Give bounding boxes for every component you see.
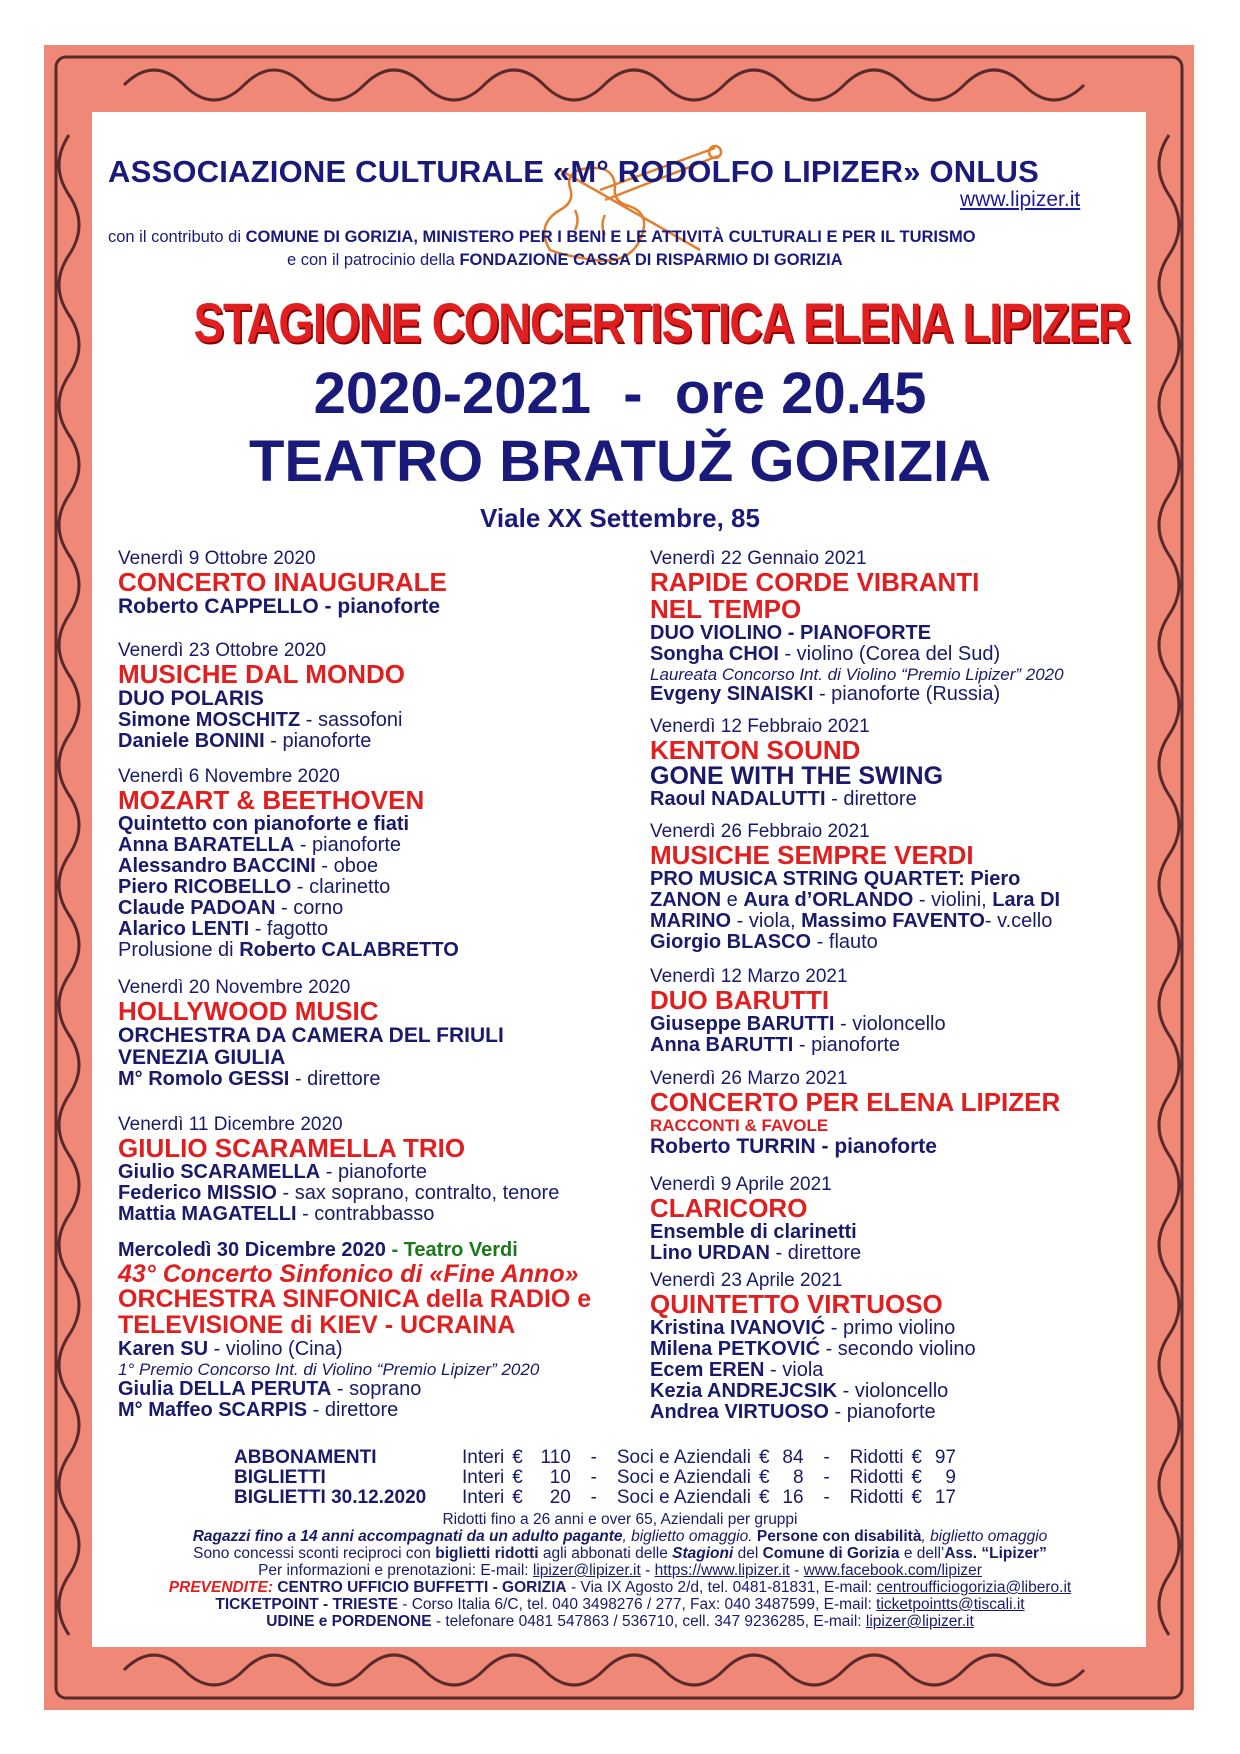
price-row: ABBONAMENTI Interi € 110 - Soci e Aziendali € 84 - Ridotti € 97 <box>230 1448 960 1468</box>
event-right-1 <box>650 548 1170 705</box>
event-performer: Daniele BONINI - pianoforte <box>118 730 372 752</box>
event-title: KENTON SOUND <box>650 735 861 765</box>
footer-info-line: Per informazioni e prenotazioni: E-mail: lipizer@lipizer.it - https://www.lipizer.it - www.facebook.com/lipizer <box>258 1562 982 1579</box>
event-title: GIULIO SCARAMELLA TRIO <box>118 1133 466 1163</box>
event-performer: Evgeny SINAISKI - pianoforte (Russia) <box>650 683 1001 705</box>
email-link[interactable]: centroufficiogorizia@libero.it <box>876 1579 1072 1596</box>
footer-presale-gorizia: PREVENDITE: CENTRO UFFICIO BUFFETTI - GORIZIA - Via IX Agosto 2/d, tel. 0481-81831, E-mail: centroufficiogorizia@libero.it <box>168 1579 1072 1596</box>
event-right-6 <box>650 1174 1170 1264</box>
event-date: Venerdì 6 Novembre 2020 <box>118 766 340 787</box>
footer-children-note: Ragazzi fino a 14 anni accompagnati da un adulto pagante, biglietto omaggio. Persone con disabilità, biglietto omaggio <box>192 1528 1048 1545</box>
email-link[interactable]: lipizer@lipizer.it <box>865 1613 974 1630</box>
event-left-6 <box>118 1240 638 1421</box>
event-performer: Mattia MAGATELLI - contrabbasso <box>118 1203 435 1225</box>
price-label: BIGLIETTI <box>234 1467 326 1488</box>
event-performer: Karen SU - violino (Cina) <box>118 1338 343 1360</box>
contribution-line: con il contributo di COMUNE DI GORIZIA, MINISTERO PER I BENI E LE ATTIVITÀ CULTURALI E PER IL TURISMO <box>108 228 976 246</box>
event-right-4 <box>650 966 1170 1056</box>
season-years-time: 2020-2021 - ore 20.45 <box>313 361 927 426</box>
event-performer: Giuseppe BARUTTI - violoncello <box>650 1013 946 1035</box>
event-right-2 <box>650 716 1170 810</box>
association-name: ASSOCIAZIONE CULTURALE «M° RODOLFO LIPIZER» ONLUS <box>108 154 1039 189</box>
event-award: Laureata Concorso Int. di Violino “Premio Lipizer” 2020 <box>650 665 1064 684</box>
event-right-7 <box>650 1270 1170 1423</box>
event-performer: Ecem EREN - viola <box>650 1359 824 1381</box>
event-ensemble: Quintetto con pianoforte e fiati <box>118 813 410 835</box>
event-subtitle: RACCONTI & FAVOLE <box>650 1116 829 1135</box>
event-date: Venerdì 11 Dicembre 2020 <box>118 1114 343 1135</box>
event-performer: Anna BARATELLA - pianoforte <box>118 834 402 856</box>
event-date: Venerdì 23 Ottobre 2020 <box>118 640 327 661</box>
event-performer: Piero RICOBELLO - clarinetto <box>118 876 391 898</box>
event-title: MUSICHE DAL MONDO <box>118 659 405 689</box>
price-label: ABBONAMENTI <box>234 1447 377 1468</box>
event-title: TELEVISIONE di KIEV - UCRAINA <box>118 1311 516 1339</box>
event-title: NEL TEMPO <box>650 594 802 624</box>
season-title: STAGIONE CONCERTISTICA ELENA LIPIZER <box>193 291 1130 354</box>
price-table <box>230 1448 960 1508</box>
event-ensemble: ORCHESTRA DA CAMERA DEL FRIULI <box>118 1024 504 1047</box>
venue-address: Viale XX Settembre, 85 <box>480 503 760 533</box>
event-performer: ZANON e Aura d’ORLANDO - violini, Lara DI <box>650 889 1061 911</box>
event-performer: Claude PADOAN - corno <box>118 897 344 919</box>
event-date: Venerdì 20 Novembre 2020 <box>118 977 351 998</box>
event-left-4 <box>118 977 638 1090</box>
event-date: Venerdì 26 Marzo 2021 <box>650 1068 848 1089</box>
footer-presale-udine: UDINE e PORDENONE - telefonare 0481 547863 / 536710, cell. 347 9236285, E-mail: lipizer@lipizer.it <box>266 1613 974 1630</box>
event-performer: Kristina IVANOVIĆ - primo violino <box>650 1317 956 1339</box>
email-link[interactable]: ticketpointts@tiscali.it <box>876 1596 1025 1613</box>
event-performer: Kezia ANDREJCSIK - violoncello <box>650 1380 949 1402</box>
event-title: CONCERTO INAUGURALE <box>118 567 447 597</box>
event-title: QUINTETTO VIRTUOSO <box>650 1289 943 1319</box>
event-award: 1° Premio Concorso Int. di Violino “Premio Lipizer” 2020 <box>118 1360 540 1379</box>
event-title: HOLLYWOOD MUSIC <box>118 996 379 1026</box>
event-performer: Roberto CAPPELLO - pianoforte <box>118 595 440 618</box>
website-link-footer[interactable]: https://www.lipizer.it <box>654 1562 790 1579</box>
event-performer: M° Romolo GESSI - direttore <box>118 1068 381 1090</box>
event-performer: Raoul NADALUTTI - direttore <box>650 788 917 810</box>
footer-presale-trieste: TICKETPOINT - TRIESTE - Corso Italia 6/C, tel. 040 3498276 / 277, Fax: 040 3487599, E-mail: ticketpointts@tiscali.it <box>215 1596 1025 1613</box>
event-performer: Federico MISSIO - sax soprano, contralto, tenore <box>118 1182 560 1204</box>
event-ensemble: PRO MUSICA STRING QUARTET: Piero <box>650 868 1021 890</box>
website-link[interactable]: www.lipizer.it <box>960 188 1081 211</box>
event-title: MOZART & BEETHOVEN <box>118 785 425 815</box>
event-ensemble: VENEZIA GIULIA <box>118 1046 286 1069</box>
event-performer: Andrea VIRTUOSO - pianoforte <box>650 1401 936 1423</box>
event-date: Venerdì 12 Marzo 2021 <box>650 966 848 987</box>
event-performer: Milena PETKOVIĆ - secondo violino <box>650 1338 976 1360</box>
event-ensemble: Ensemble di clarinetti <box>650 1221 857 1243</box>
event-title: ORCHESTRA SINFONICA della RADIO e <box>118 1285 592 1313</box>
event-left-2 <box>118 640 638 752</box>
patronage-line: e con il patrocinio della FONDAZIONE CASSA DI RISPARMIO DI GORIZIA <box>287 251 843 269</box>
event-date: Venerdì 9 Ottobre 2020 <box>118 548 316 569</box>
footer-reduced-note: Ridotti fino a 26 anni e over 65, Aziendali per gruppi <box>442 1511 798 1528</box>
event-performer: Anna BARUTTI - pianoforte <box>650 1034 901 1056</box>
event-date: Venerdì 12 Febbraio 2021 <box>650 716 870 737</box>
event-performer: M° Maffeo SCARPIS - direttore <box>118 1399 399 1421</box>
event-title: CONCERTO PER ELENA LIPIZER <box>650 1087 1061 1117</box>
event-ensemble: DUO POLARIS <box>118 687 264 710</box>
price-row: BIGLIETTI Interi € 10 - Soci e Aziendali € 8 - Ridotti € 9 <box>230 1468 960 1488</box>
event-date: Mercoledì 30 Dicembre 2020 - Teatro Verdi <box>118 1239 518 1261</box>
event-date: Venerdì 26 Febbraio 2021 <box>650 821 870 842</box>
email-link[interactable]: lipizer@lipizer.it <box>532 1562 641 1579</box>
event-performer: Simone MOSCHITZ - sassofoni <box>118 709 403 731</box>
facebook-link[interactable]: www.facebook.com/lipizer <box>803 1562 982 1579</box>
event-performer: Giulia DELLA PERUTA - soprano <box>118 1378 422 1400</box>
event-title: RAPIDE CORDE VIBRANTI <box>650 567 980 597</box>
event-performer: Songha CHOI - violino (Corea del Sud) <box>650 643 1001 665</box>
event-subtitle: GONE WITH THE SWING <box>650 762 944 790</box>
price-row: BIGLIETTI 30.12.2020 Interi € 20 - Soci e Aziendali € 16 - Ridotti € 17 <box>230 1488 960 1508</box>
footer-discount-note: Sono concessi sconti reciproci con biglietti ridotti agli abbonati delle Stagioni del Comune di Gorizia e dell’Ass. “Lipizer” <box>193 1545 1047 1562</box>
event-title: 43° Concerto Sinfonico di «Fine Anno» <box>118 1260 579 1288</box>
event-date: Venerdì 23 Aprile 2021 <box>650 1270 843 1291</box>
event-performer: Lino URDAN - direttore <box>650 1242 862 1264</box>
event-right-3 <box>650 821 1170 953</box>
event-performer: Roberto TURRIN - pianoforte <box>650 1135 937 1158</box>
event-right-5 <box>650 1068 1170 1158</box>
venue-title: TEATRO BRATUŽ GORIZIA <box>248 429 992 494</box>
event-ensemble: DUO VIOLINO - PIANOFORTE <box>650 622 932 644</box>
event-left-1 <box>118 548 638 618</box>
event-performer: Alarico LENTI - fagotto <box>118 918 329 940</box>
event-performer: Giorgio BLASCO - flauto <box>650 931 878 953</box>
event-title: MUSICHE SEMPRE VERDI <box>650 840 974 870</box>
event-performer: Giulio SCARAMELLA - pianoforte <box>118 1161 427 1183</box>
event-date: Venerdì 9 Aprile 2021 <box>650 1174 832 1195</box>
event-title: DUO BARUTTI <box>650 985 830 1015</box>
event-date: Venerdì 22 Gennaio 2021 <box>650 548 867 569</box>
price-label: BIGLIETTI 30.12.2020 <box>234 1487 427 1508</box>
event-title: CLARICORO <box>650 1193 808 1223</box>
event-performer: Prolusione di Roberto CALABRETTO <box>118 939 459 961</box>
event-performer: Alessandro BACCINI - oboe <box>118 855 379 877</box>
event-performer: MARINO - viola, Massimo FAVENTO- v.cello <box>650 910 1053 932</box>
event-left-3 <box>118 766 638 961</box>
event-left-5 <box>118 1114 638 1225</box>
